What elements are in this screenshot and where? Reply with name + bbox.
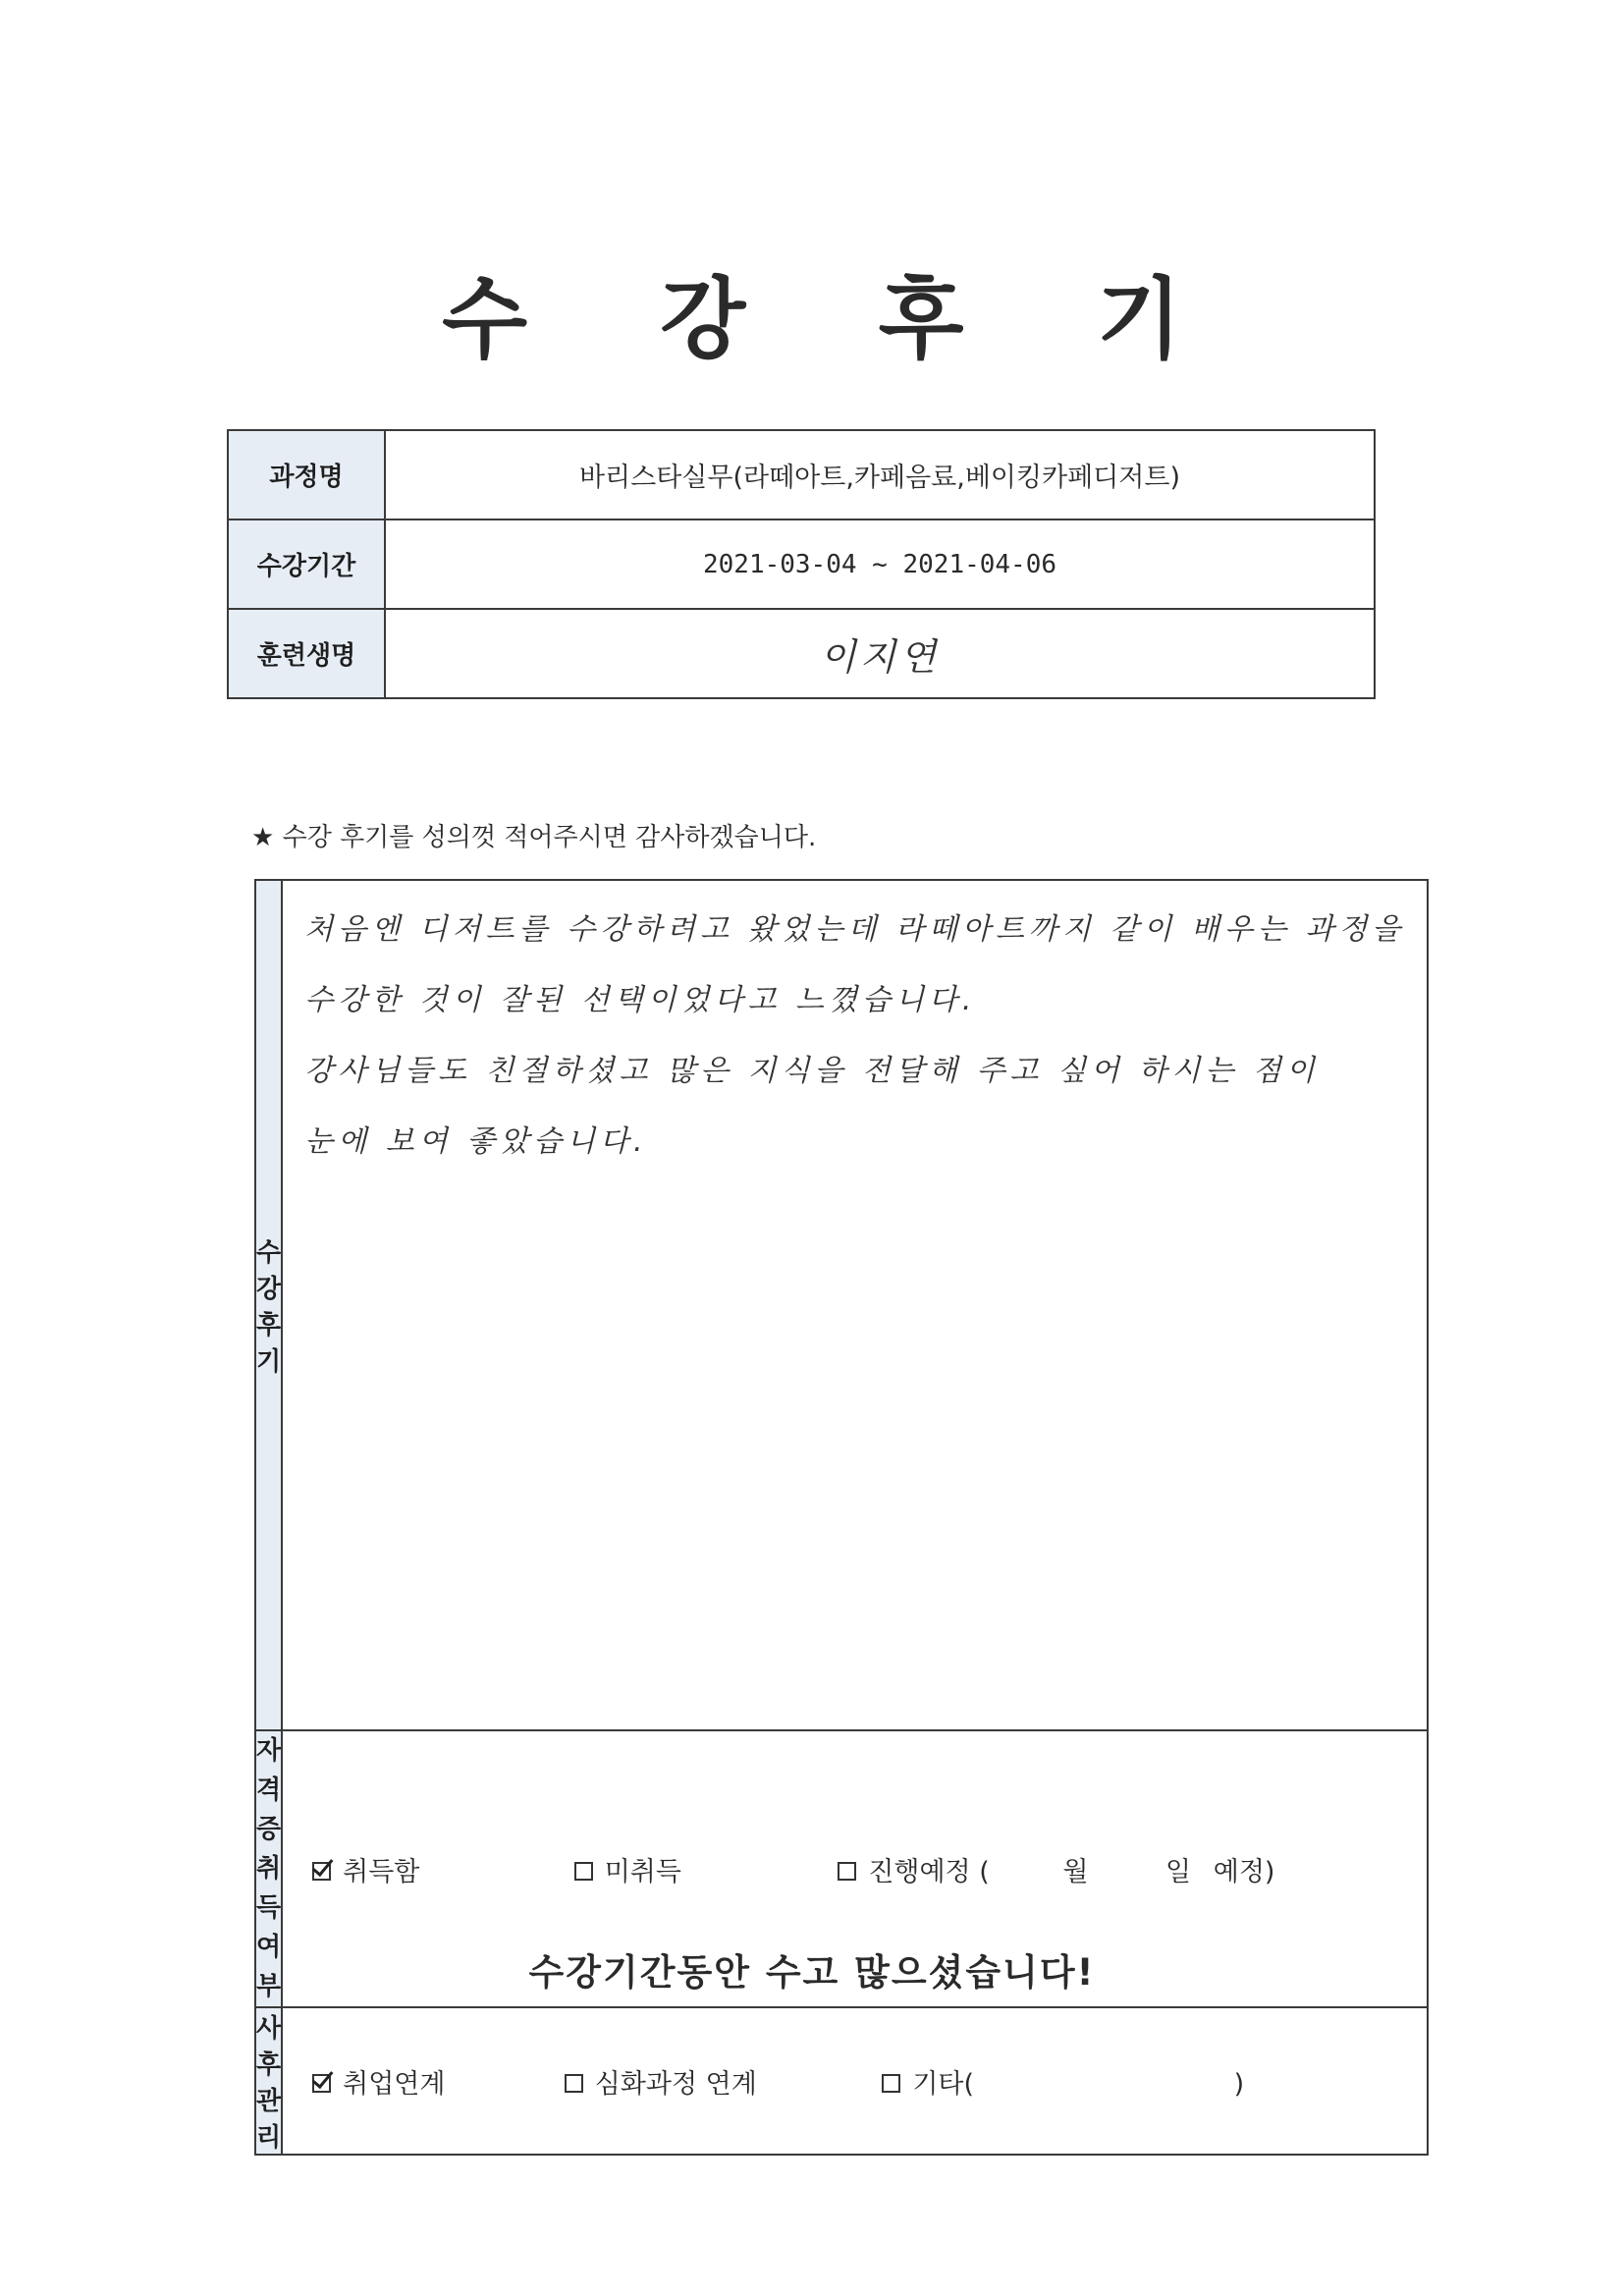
aftercare-job-option[interactable] <box>312 2062 556 2101</box>
period-row <box>228 519 1375 609</box>
checkbox-icon[interactable] <box>574 1862 593 1881</box>
trainee-value: 이지연 <box>385 609 1375 698</box>
course-info-table <box>227 429 1376 699</box>
course-value: 바리스타실무(라떼아트,카페음료,베이킹카페디저트) <box>385 430 1375 519</box>
checkbox-icon[interactable] <box>565 2074 583 2093</box>
notice-text: ★ 수강 후기를 성의껏 적어주시면 감사하겠습니다. <box>251 823 817 852</box>
review-line: 수강한 것이 잘된 선택이었다고 느꼈습니다. <box>304 983 977 1017</box>
review-line: 강사님들도 친절하셨고 많은 지식을 전달해 주고 싶어 하시는 점이 <box>304 1054 1320 1088</box>
checkbox-icon[interactable] <box>838 1862 856 1881</box>
certificate-not-acquired-option[interactable] <box>574 1850 830 1888</box>
review-label: 수강후기 <box>255 880 282 1730</box>
certificate-planned-option[interactable] <box>838 1850 1274 1888</box>
page-title: 수 강 후 기 <box>442 268 1233 371</box>
checked-checkbox-icon[interactable] <box>312 1862 331 1881</box>
trainee-label: 훈련생명 <box>228 609 385 698</box>
option-label: 기타( <box>912 2068 975 2100</box>
period-value: 2021-03-04 ~ 2021-04-06 <box>385 519 1375 609</box>
option-label: 심화과정 연계 <box>594 2068 757 2100</box>
period-label: 수강기간 <box>228 519 385 609</box>
course-label: 과정명 <box>228 430 385 519</box>
planned-suffix: 예정) <box>1213 1856 1275 1887</box>
other-close: ) <box>1233 2068 1245 2100</box>
option-label: 취업연계 <box>343 2068 446 2100</box>
aftercare-advanced-option[interactable] <box>565 2062 874 2101</box>
option-label: 취득함 <box>343 1856 420 1887</box>
month-label: 월 <box>1062 1856 1089 1887</box>
day-label: 일 <box>1165 1856 1192 1887</box>
review-line: 처음엔 디저트를 수강하려고 왔었는데 라떼아트까지 같이 배우는 과정을 <box>304 912 1406 947</box>
option-label: 진행예정 ( <box>868 1856 990 1887</box>
aftercare-other-option[interactable] <box>882 2062 1244 2101</box>
checked-checkbox-icon[interactable] <box>312 2074 331 2093</box>
review-row <box>255 880 1428 1730</box>
aftercare-options <box>282 2007 1428 2155</box>
closing-message: 수강기간동안 수고 많으셨습니다! <box>528 1951 1096 1994</box>
review-body <box>282 880 1428 1730</box>
checkbox-icon[interactable] <box>882 2074 900 2093</box>
review-line: 눈에 보여 좋았습니다. <box>304 1124 648 1159</box>
aftercare-row <box>255 2007 1428 2155</box>
trainee-row <box>228 609 1375 698</box>
certificate-label-line2: 취득여부 <box>256 1854 282 2001</box>
option-label: 미취득 <box>604 1856 681 1887</box>
course-row <box>228 430 1375 519</box>
certificate-label-line1: 자격증 <box>256 1736 282 1844</box>
certificate-acquired-option[interactable] <box>312 1850 566 1888</box>
aftercare-label: 사후관리 <box>255 2007 282 2155</box>
